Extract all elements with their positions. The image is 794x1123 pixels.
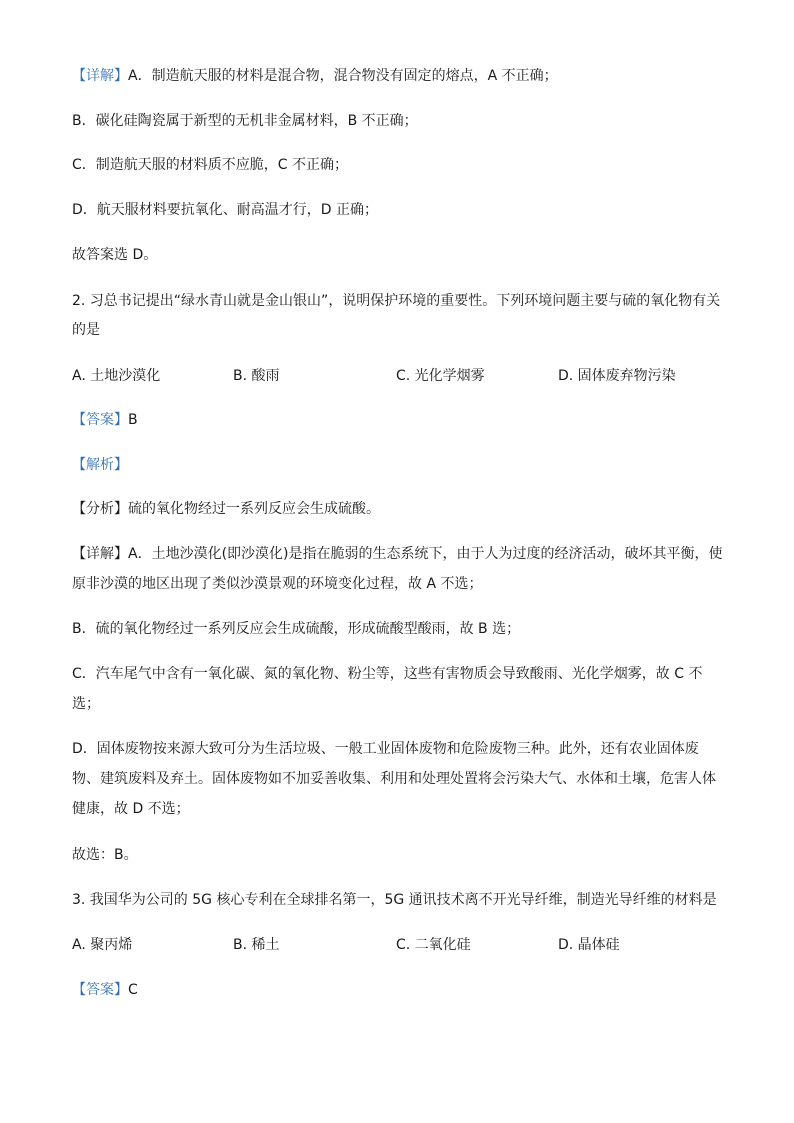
question-2-stem-line-2: 的是 [72, 322, 100, 338]
q3-option-a: A. 聚丙烯 [72, 937, 133, 953]
q2-answer [72, 410, 722, 430]
q2-option-d: D. 固体废弃物污染 [558, 368, 676, 384]
q2-detail-line-b: B．硫的氧化物经过一系列反应会生成硫酸，形成硫酸型酸雨，故 B 选； [72, 621, 521, 637]
detail-line-b: B．碳化硅陶瓷属于新型的无机非金属材料，B 不正确； [72, 113, 418, 129]
q2-detail-line-1 [72, 544, 722, 564]
fenxi-tag: 【分析】 [72, 501, 128, 517]
question-3-options [72, 935, 722, 955]
detail-line-d: D．航天服材料要抗氧化、耐高温才行，D 正确； [72, 202, 379, 218]
q3-answer [72, 980, 722, 1000]
q2-option-c: C. 光化学烟雾 [396, 368, 485, 384]
q3-option-d: D. 晶体硅 [558, 937, 620, 953]
q2-fenxi [72, 499, 722, 519]
q2-detail-line-d2: 物、建筑废料及弃土。固体废物如不加妥善收集、利用和处理处置将会污染大气、水体和土壤，危害人体 [72, 771, 716, 787]
conclusion-1: 故答案选 D。 [72, 247, 158, 263]
q2-analysis-heading [72, 455, 722, 475]
detail-tag: 【详解】 [72, 68, 128, 84]
detail-line-c: C．制造航天服的材料质不应脆，C 不正确； [72, 157, 348, 173]
q2-detail-line-d3: 健康，故 D 不选； [72, 801, 190, 817]
detail-text: A．制造航天服的材料是混合物，混合物没有固定的熔点，A 不正确； [128, 68, 558, 84]
q2-detail-line-c2: 选； [72, 696, 100, 712]
detail-tag: 【详解】 [72, 546, 128, 562]
q2-conclusion: 故选：B。 [72, 847, 138, 863]
answer-tag: 【答案】 [72, 412, 128, 428]
fenxi-text: 硫的氧化物经过一系列反应会生成硫酸。 [128, 501, 380, 517]
q3-option-b: B. 稀土 [233, 937, 280, 953]
q2-detail-line-d1: D．固体废物按来源大致可分为生活垃圾、一般工业固体废物和危险废物三种。此外，还有农业固体废 [72, 741, 699, 757]
q2-detail-line-c1: C．汽车尾气中含有一氧化碳、氮的氧化物、粉尘等，这些有害物质会导致酸雨、光化学烟雾，故 C 不 [72, 666, 703, 682]
q2-detail-line-2: 原非沙漠的地区出现了类似沙漠景观的环境变化过程，故 A 不选； [72, 576, 483, 592]
question-2-options [72, 366, 722, 386]
q2-option-a: A. 土地沙漠化 [72, 368, 161, 384]
answer-tag: 【答案】 [72, 982, 128, 998]
question-2-stem-line-1: 2. 习总书记提出“绿水青山就是金山银山”，说明保护环境的重要性。下列环境问题主要与硫的氧化物有关 [72, 293, 721, 309]
answer-value: B [128, 412, 138, 428]
detail-paragraph-a [72, 66, 722, 86]
question-3-stem: 3. 我国华为公司的 5G 核心专利在全球排名第一，5G 通讯技术离不开光导纤维，制造光导纤维的材料是 [72, 892, 717, 908]
analysis-tag: 【解析】 [72, 457, 128, 473]
answer-value: C [128, 982, 138, 998]
q2-option-b: B. 酸雨 [233, 368, 280, 384]
detail-text: A．土地沙漠化(即沙漠化)是指在脆弱的生态系统下，由于人为过度的经济活动，破坏其平衡，使 [128, 546, 723, 562]
q3-option-c: C. 二氧化硅 [396, 937, 471, 953]
